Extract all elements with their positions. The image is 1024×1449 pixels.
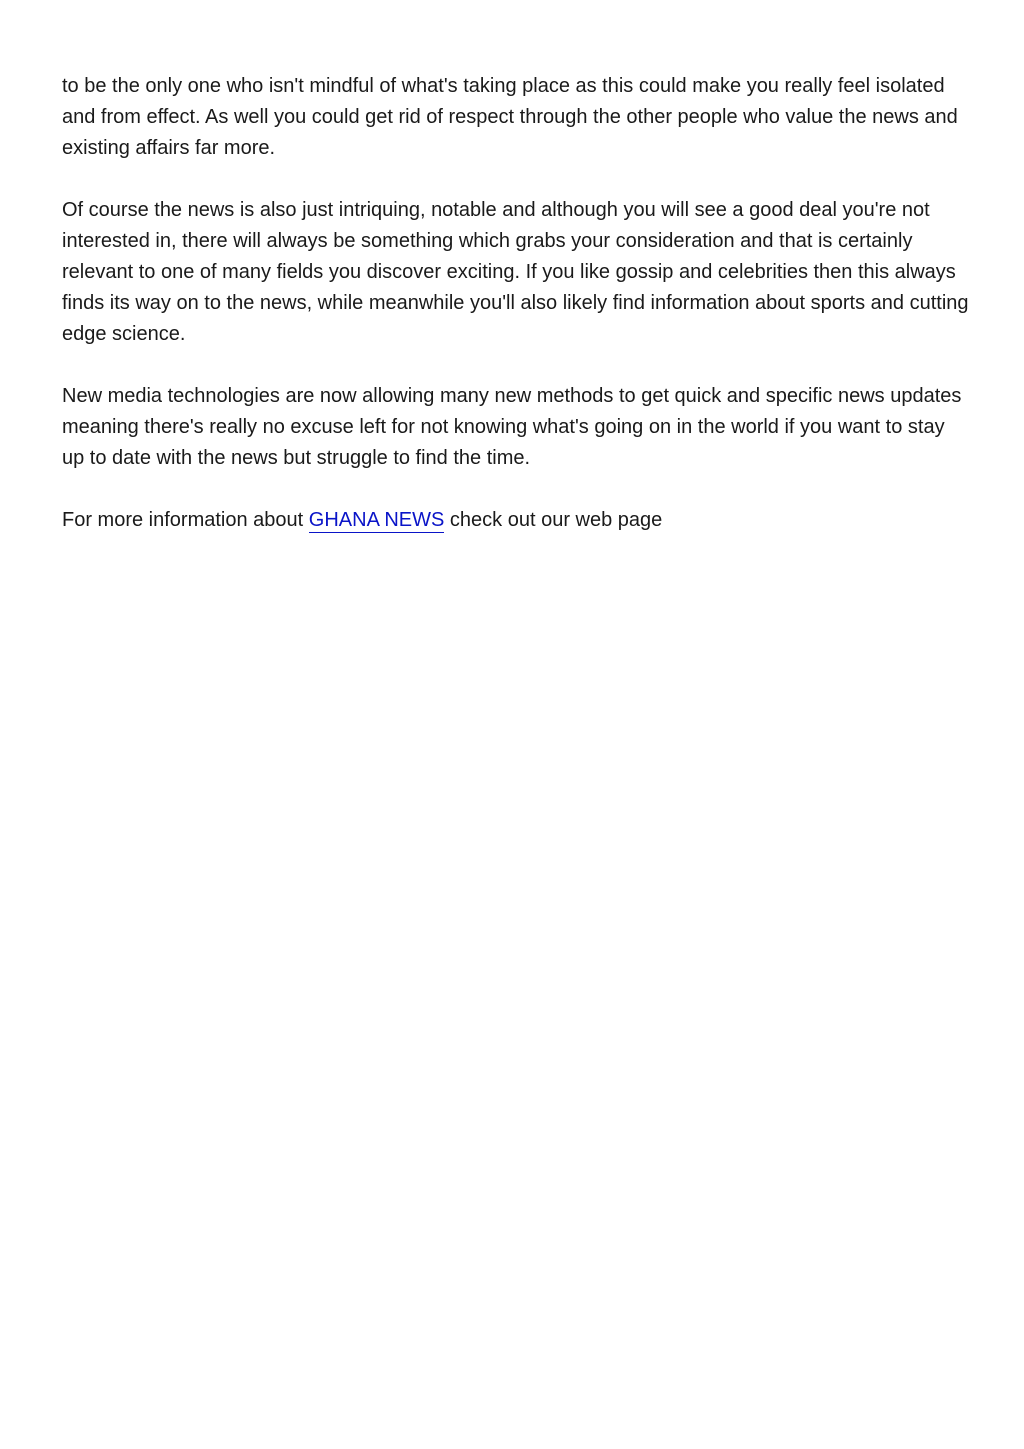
- paragraph-3: New media technologies are now allowing many new methods to get quick and specific news updates meaning there's really no excuse left for not knowing what's going on in the world if you want to stay up to date with the news but struggle to find the time.: [62, 385, 962, 469]
- closing-text-before: For more information about: [62, 509, 309, 531]
- ghana-news-link[interactable]: GHANA NEWS: [308, 509, 445, 531]
- paragraph-2: Of course the news is also just intriquing, notable and although you will see a good deal you're not interested in, there will always be something which grabs your consideration and that is certainly relevant to one of many fields you discover exciting. If you like gossip and celebrities then this always finds its way on to the news, while meanwhile you'll also likely find information about sports and cutting edge science.: [62, 199, 969, 345]
- closing-paragraph: [62, 505, 972, 536]
- document-page: [62, 71, 972, 567]
- closing-text-after: check out our web page: [444, 509, 663, 531]
- paragraph-1: to be the only one who isn't mindful of what's taking place as this could make you really feel isolated and from effect. As well you could get rid of respect through the other people who value the news and existing affairs far more.: [62, 75, 958, 159]
